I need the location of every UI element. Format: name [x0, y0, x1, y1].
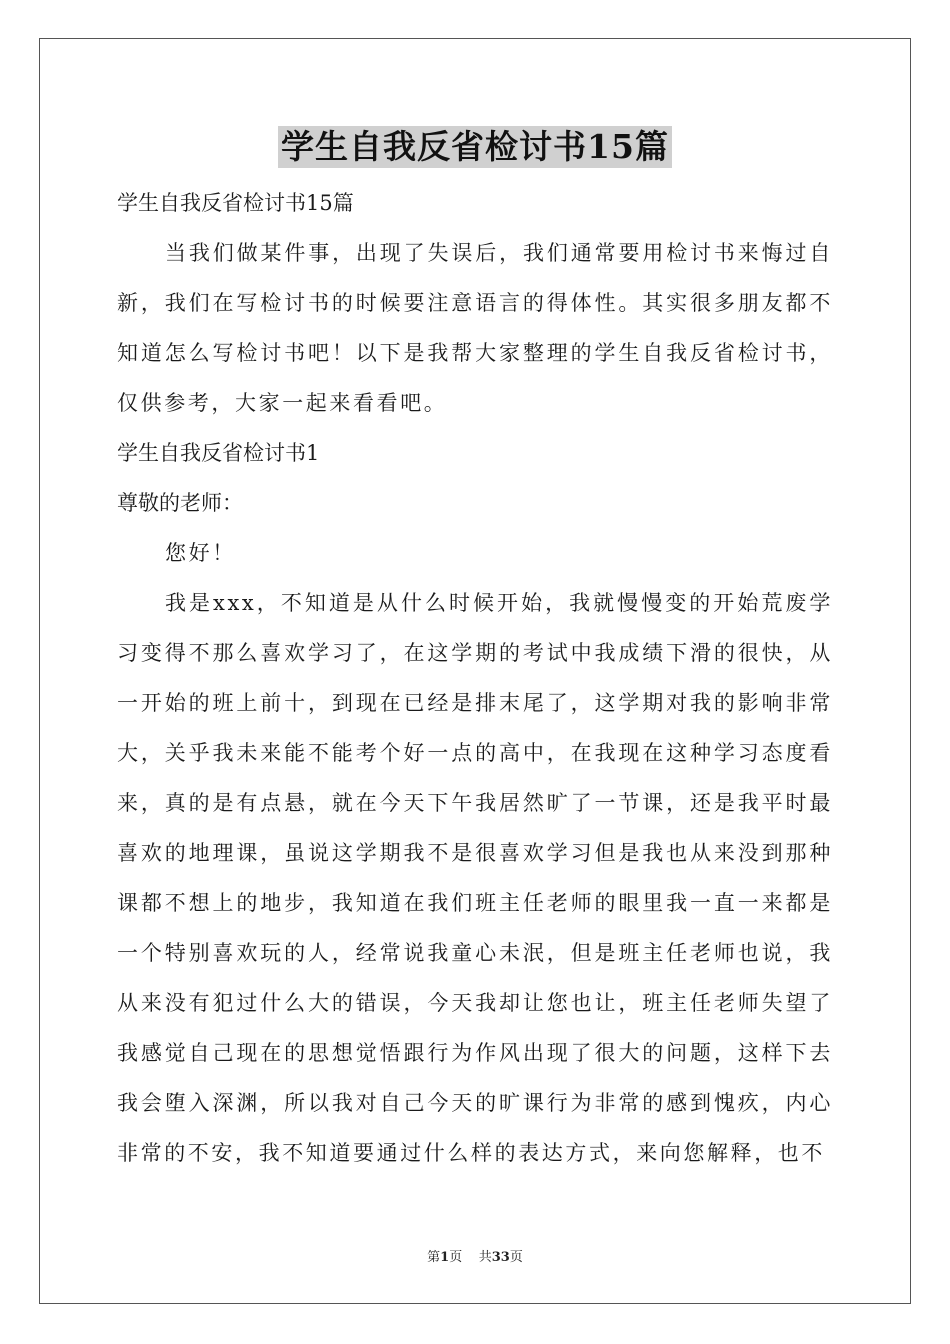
title-container: [0, 126, 950, 168]
page-footer: [0, 1246, 950, 1265]
footer-total-prefix: 共: [478, 1250, 492, 1265]
footer-page-number: 1: [440, 1250, 450, 1265]
footer-total-suffix: 页: [509, 1250, 523, 1265]
footer-page-prefix: 第: [427, 1250, 441, 1265]
greeting: 您好！: [165, 541, 236, 565]
body-paragraph: 我是xxx，不知道是从什么时候开始，我就慢慢变的开始荒废学习变得不那么喜欢学习了，在这学期的考试中我成绩下滑的很快，从一开始的班上前十，到现在已经是排末尾了，这学期对我的影响非常大，关乎我未来能不能考个好一点的高中，在我现在这种学习态度看来，真的是有点悬，就在今天下午我居然旷了一节课，还是我平时最喜欢的地理课，虽说这学期我不是很喜欢学习但是我也从来没到那种课都不想上的地步，我知道在我们班主任老师的眼里我一直一来都是一个特别喜欢玩的人，经常说我童心未泯，但是班主任老师也说，我从来没有犯过什么大的错误，今天我却让您也让，班主任老师失望了我感觉自己现在的思想觉悟跟行为作风出现了很大的问题，这样下去我会堕入深渊，所以我对自己今天的旷课行为非常的感到愧疚，内心非常的不安，我不知道要通过什么样的表达方式，来向您解释，也不: [117, 591, 833, 1165]
footer-total-pages: 33: [491, 1250, 510, 1265]
document-body: [117, 178, 833, 1178]
intro-paragraph: 当我们做某件事，出现了失误后，我们通常要用检讨书来悔过自新，我们在写检讨书的时候要注意语言的得体性。其实很多朋友都不知道怎么写检讨书吧！以下是我帮大家整理的学生自我反省检讨书，仅供参考，大家一起来看看吧。: [117, 241, 833, 415]
document-subtitle: 学生自我反省检讨书15篇: [117, 191, 354, 215]
salutation: 尊敬的老师：: [117, 491, 243, 515]
section-heading: 学生自我反省检讨书1: [117, 441, 320, 465]
document-title: 学生自我反省检讨书15篇: [278, 126, 672, 168]
footer-page-suffix: 页: [449, 1250, 463, 1265]
